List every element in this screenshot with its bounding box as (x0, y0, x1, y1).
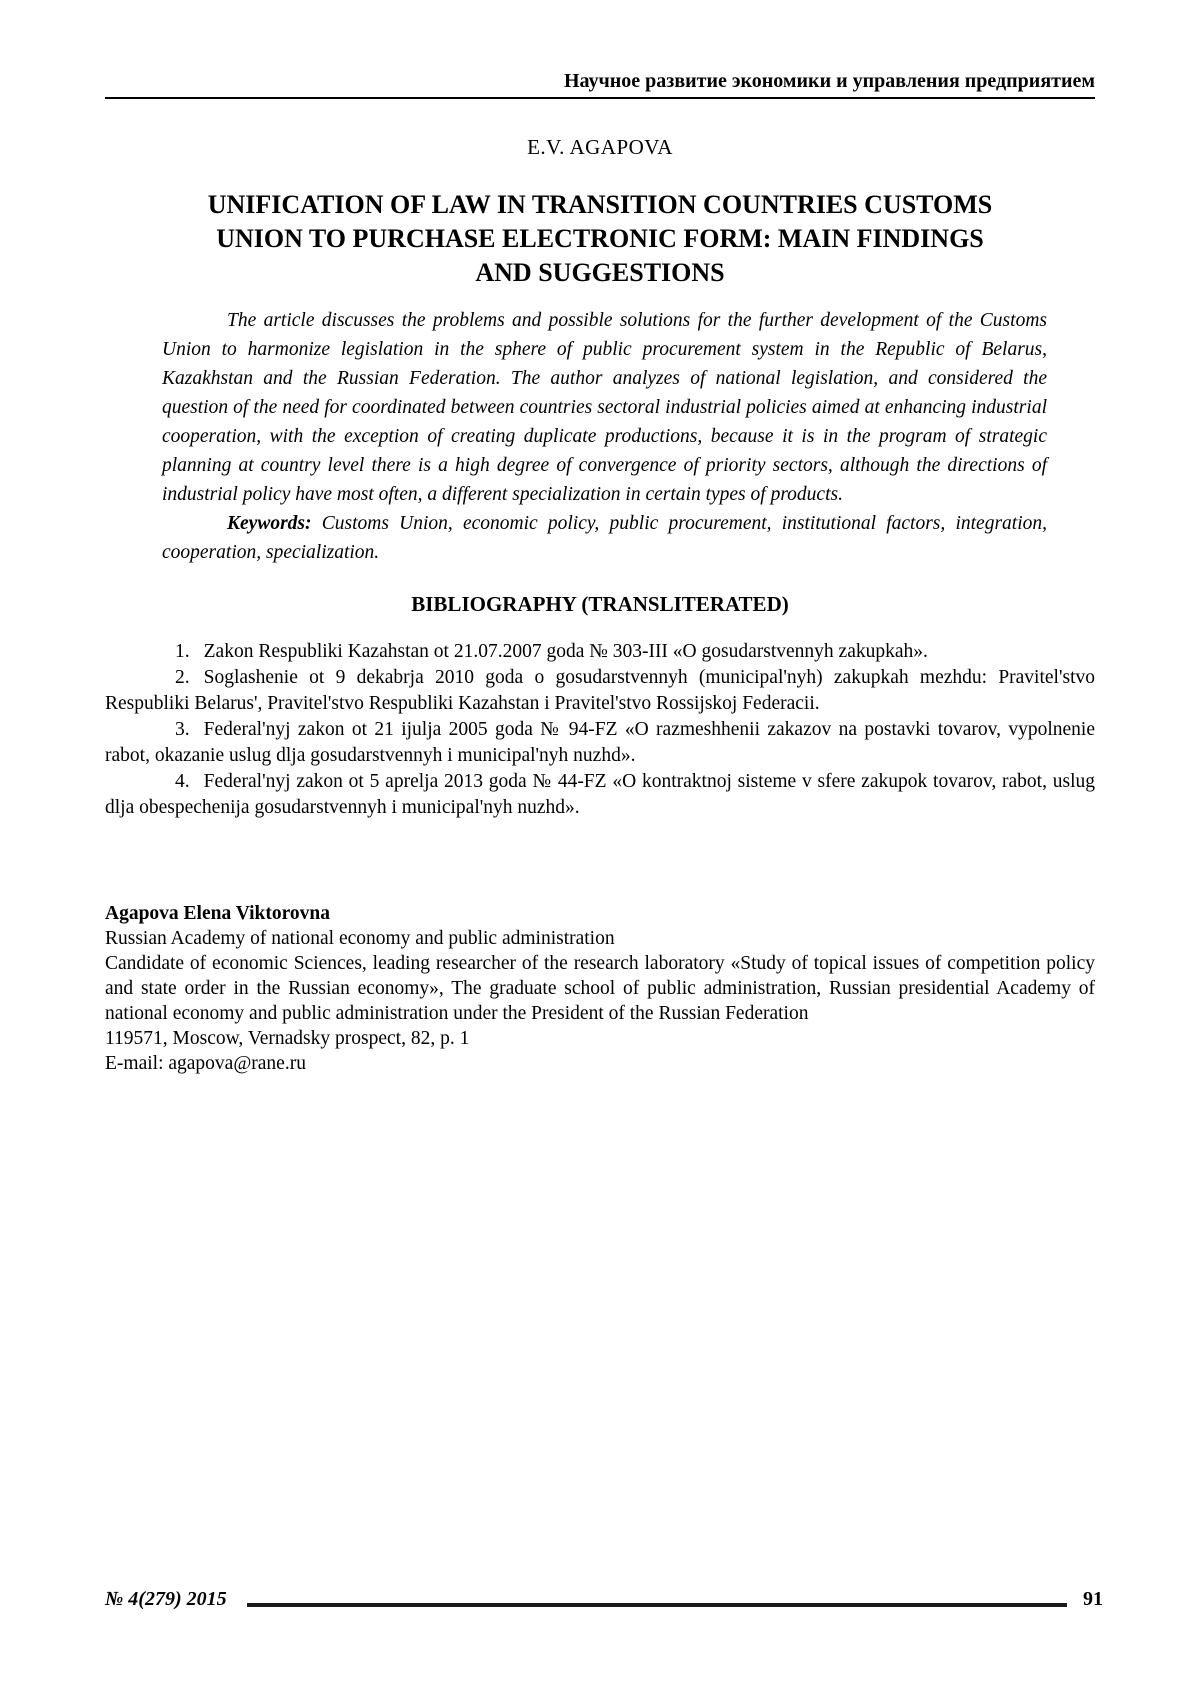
article-title-line-3: AND SUGGESTIONS (475, 258, 725, 287)
page-number: 91 (1083, 1588, 1103, 1610)
bibliography-item-number: 4. (175, 771, 190, 792)
keywords-text: Customs Union, economic policy, public procurement, institutional factors, integration, cooperation, specialization. (162, 513, 1048, 563)
keywords-label: Keywords: (227, 513, 312, 534)
footer-rule (247, 1603, 1067, 1607)
article-title (105, 188, 1095, 290)
author-info-block (105, 901, 1095, 1076)
abstract-text: The article discusses the problems and possible solutions for the further development of the Customs Union to harmonize legislation in the sphere of public procurement system in the Republic of Belarus, Kazakhstan and the Russian Federation. The author analyzes of national legislation, and considered the question of the need for coordinated between countries sectoral industrial policies aimed at enhancing industrial cooperation, with the exception of creating duplicate productions, because it is in the program of strategic planning at country level there is a high degree of convergence of priority sectors, although the directions of industrial policy have most often, a different specialization in certain types of products. (162, 310, 1047, 505)
bibliography-item-text: Federal'nyj zakon ot 5 aprelja 2013 goda № 44-FZ «O kontraktnoj sisteme v sfere zakupok tovarov, rabot, uslug dlja obespechenija gosudarstvennyh i municipal'nyh nuzhd». (105, 771, 1095, 818)
bibliography-item-text: Soglashenie ot 9 dekabrja 2010 goda o gosudarstvennyh (municipal'nyh) zakupkah mezhdu: Pravitel'stvo Respubliki Belarus', Pravitel'stvo Respubliki Kazahstan i Pravitel'stvo Rossijskoj Federacii. (105, 667, 1095, 714)
bibliography-item (105, 665, 1095, 717)
keywords-paragraph (162, 509, 1047, 567)
author-info-position: Candidate of economic Sciences, leading researcher of the research laboratory «Study of topical issues of competition policy and state order in the Russian economy», The graduate school of public administration, Russian presidential Academy of national economy and public administration under the President of the Russian Federation (105, 953, 1095, 1024)
article-title-line-2: UNION TO PURCHASE ELECTRONIC FORM: MAIN FINDINGS (216, 224, 984, 253)
journal-issue: № 4(279) 2015 (105, 1588, 227, 1610)
abstract-block (162, 306, 1047, 567)
author-info-name: Agapova Elena Viktorovna (105, 903, 331, 924)
running-header: Научное развитие экономики и управления предприятием (105, 70, 1095, 99)
bibliography-item (105, 717, 1095, 769)
page-footer (105, 1588, 1103, 1611)
author-info-email: E-mail: agapova@rane.ru (105, 1053, 306, 1074)
article-author: E.V. AGAPOVA (527, 135, 673, 159)
bibliography-item-number: 2. (175, 667, 190, 688)
bibliography-item (105, 639, 1095, 665)
bibliography-heading: BIBLIOGRAPHY (TRANSLITERATED) (411, 592, 789, 616)
bibliography-item-number: 3. (175, 719, 190, 740)
bibliography-list (105, 639, 1095, 821)
article-title-line-1: UNIFICATION OF LAW IN TRANSITION COUNTRIES CUSTOMS (207, 190, 993, 219)
author-info-address: 119571, Moscow, Vernadsky prospect, 82, p. 1 (105, 1028, 470, 1049)
bibliography-item-number: 1. (175, 641, 190, 662)
author-info-affiliation: Russian Academy of national economy and public administration (105, 928, 615, 949)
bibliography-item-text: Zakon Respubliki Kazahstan ot 21.07.2007 goda № 303-III «O gosudarstvennyh zakupkah». (203, 641, 928, 662)
bibliography-item (105, 769, 1095, 821)
bibliography-item-text: Federal'nyj zakon ot 21 ijulja 2005 goda № 94-FZ «O razmeshhenii zakazov na postavki tovarov, vypolnenie rabot, okazanie uslug dlja gosudarstvennyh i municipal'nyh nuzhd». (105, 719, 1095, 766)
